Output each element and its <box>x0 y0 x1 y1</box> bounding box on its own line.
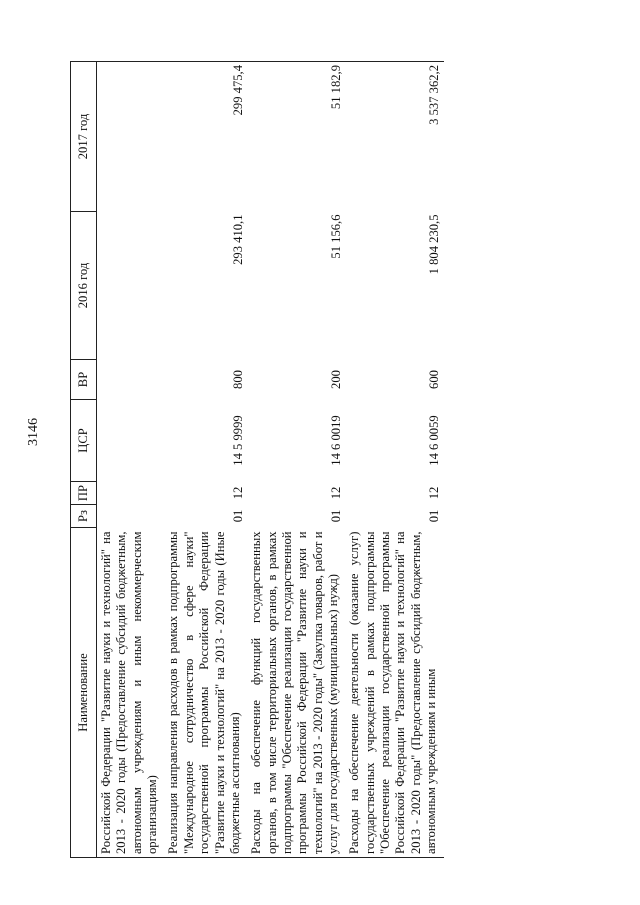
row-pr: 12 <box>427 486 442 500</box>
header-vr: ВР <box>71 360 97 400</box>
row-csr: 14 5 9999 <box>230 415 245 466</box>
header-name: Наименование <box>71 528 97 858</box>
row-rz: 01 <box>230 509 245 523</box>
row-2016: 1 804 230,5 <box>427 214 442 275</box>
header-rz: Рз <box>71 505 97 528</box>
header-csr: ЦСР <box>71 400 97 482</box>
budget-table <box>70 61 444 858</box>
row-csr: 14 6 0019 <box>329 415 344 466</box>
row-pr: 12 <box>230 486 245 500</box>
row-2016: 293 410,1 <box>230 214 245 265</box>
row-csr <box>97 400 165 482</box>
table-row <box>97 62 165 858</box>
table-row <box>345 62 443 858</box>
row-2016 <box>97 212 165 360</box>
row-pr <box>97 482 165 505</box>
table-header-row <box>71 62 97 858</box>
row-name: Расходы на обеспечение деятельности (оказание услуг) государственных учреждений в рамках подпрограммы "Обеспечение реализации государственной программы Российской Федерации "Развитие науки и технологий" на 2013 - 2020 годы" (Предоставление субсидий бюджетным, автономным учреждениям и иным <box>345 528 443 858</box>
row-csr: 14 6 0059 <box>427 415 442 466</box>
row-vr: 200 <box>329 370 344 389</box>
table-row <box>247 62 345 858</box>
row-name: Российской Федерации "Развитие науки и технологий" на 2013 - 2020 годы (Предоставление субсидий бюджетным, автономным учреждениям и иным некоммерческим организациям) <box>97 528 165 858</box>
table-row <box>164 62 247 858</box>
header-pr: ПР <box>71 482 97 505</box>
row-2016: 51 156,6 <box>329 214 344 259</box>
row-rz: 01 <box>329 509 344 523</box>
row-vr: 800 <box>230 370 245 389</box>
header-2017: 2017 год <box>71 62 97 212</box>
row-rz <box>97 505 165 528</box>
row-rz: 01 <box>427 509 442 523</box>
row-pr: 12 <box>329 486 344 500</box>
row-name: Расходы на обеспечение функций государственных органов, в том числе территориальных органов, в рамках подпрограммы "Обеспечение реализации государственной программы Российской Федерации "Развитие науки и технологий" на 2013 - 2020 годы" (Закупка товаров, работ и услуг для государственных (муниципальных) нужд) <box>247 528 345 858</box>
row-2017: 299 475,4 <box>164 62 247 212</box>
row-vr: 600 <box>427 370 442 389</box>
rotated-page-content <box>70 58 590 858</box>
row-2017: 51 182,9 <box>247 62 345 212</box>
row-2017 <box>97 62 165 212</box>
row-name: Реализация направления расходов в рамках подпрограммы "Международное сотрудничество в сфере науки" государственной программы Российской Федерации "Развитие науки и технологий" на 2013 - 2020 годы (Иные бюджетные ассигнования) <box>164 528 247 858</box>
row-vr <box>97 360 165 400</box>
header-2016: 2016 год <box>71 212 97 360</box>
page-number: 3146 <box>26 418 41 446</box>
row-2017: 3 537 362,2 <box>345 62 443 212</box>
